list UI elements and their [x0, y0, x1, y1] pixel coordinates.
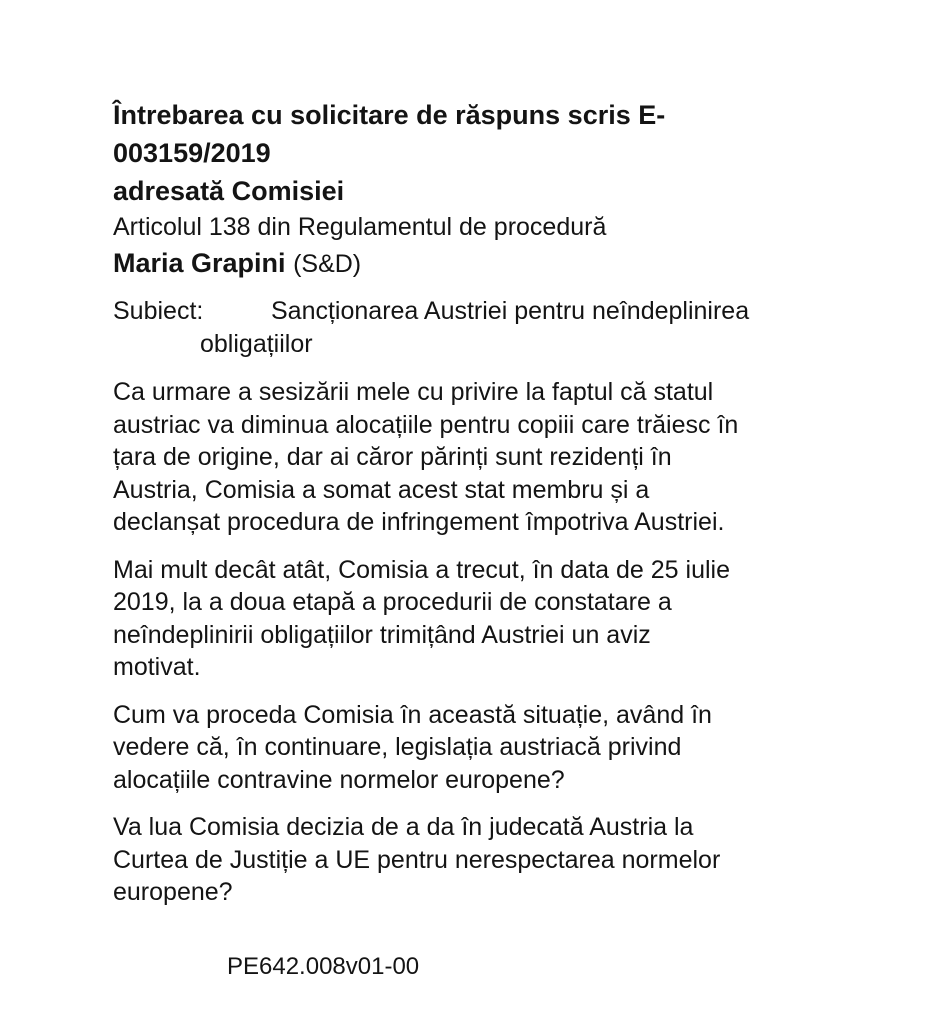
- title-line: 003159/2019: [113, 138, 271, 168]
- subject-text: Sancționarea Austriei pentru neîndeplinirea: [271, 297, 750, 325]
- author-group: (S&D): [293, 250, 362, 278]
- title-line: Întrebarea cu solicitare de răspuns scris E-: [113, 100, 666, 130]
- paragraph-line: țara de origine, dar ai căror părinți sunt rezidenți în: [113, 443, 672, 471]
- subject-block: [113, 295, 833, 361]
- subject-text-continued: obligațiilor: [200, 330, 313, 358]
- question-title: [113, 96, 833, 210]
- subject-label: Subiect:: [113, 297, 204, 325]
- document-reference-number: PE642.008v01-00: [227, 953, 420, 980]
- paragraph-line: Curtea de Justiție a UE pentru nerespectarea normelor: [113, 845, 721, 874]
- paragraph-2: [113, 554, 825, 684]
- author-name: Maria Grapini: [113, 248, 286, 278]
- paragraph-line: Mai mult decât atât, Comisia a trecut, în data de 25 iulie: [113, 555, 730, 584]
- paragraph-line: alocațiile contravine normelor europene?: [113, 765, 565, 794]
- paragraph-line: austriac va diminua alocațiile pentru copiii care trăiesc în: [113, 410, 739, 439]
- paragraph-line: Austria, Comisia a somat acest stat membru și a: [113, 475, 650, 504]
- paragraph-line: motivat.: [113, 653, 201, 681]
- paragraph-line: Ca urmare a sesizării mele cu privire la faptul că statul: [113, 378, 714, 406]
- paragraph-1: [113, 376, 825, 539]
- paragraph-line: vedere că, în continuare, legislația austriacă privind: [113, 733, 682, 761]
- paragraph-line: declanșat procedura de infringement împotriva Austriei.: [113, 508, 725, 536]
- paragraph-line: europene?: [113, 878, 233, 906]
- paragraph-line: neîndeplinirii obligațiilor trimițând Austriei un aviz: [113, 620, 651, 649]
- article-reference: Articolul 138 din Regulamentul de procedură: [113, 213, 607, 241]
- paragraph-4: [113, 811, 825, 909]
- paragraph-line: Va lua Comisia decizia de a da în judecată Austria la: [113, 813, 694, 841]
- paragraph-3: [113, 699, 825, 797]
- document-body: [113, 96, 833, 924]
- paragraph-line: 2019, la a doua etapă a procedurii de constatare a: [113, 588, 672, 616]
- paragraph-line: Cum va proceda Comisia în această situație, având în: [113, 700, 712, 729]
- author-line: [113, 244, 833, 283]
- title-addressee: adresată Comisiei: [113, 176, 345, 206]
